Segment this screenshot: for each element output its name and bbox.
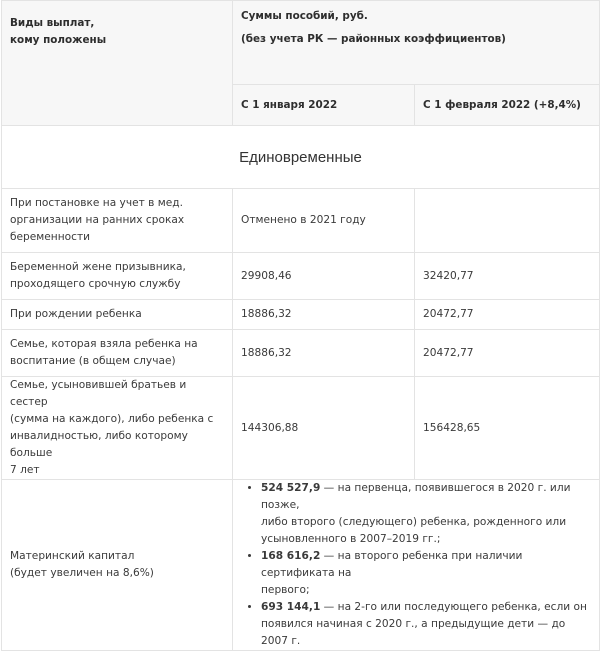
row-value-feb <box>415 189 600 253</box>
row-name-line: Беременной жене призывника, <box>10 261 186 273</box>
row-name-line: 7 лет <box>10 464 40 476</box>
list-item <box>261 599 591 650</box>
header-payment-type-line-2: кому положены <box>10 34 107 46</box>
header-row <box>2 1 600 85</box>
capital-desc: усыновленного в 2007–2019 гг.; <box>261 533 441 545</box>
capital-list <box>245 480 591 650</box>
capital-desc: первого; <box>261 584 310 596</box>
header-date-feb: С 1 февраля 2022 (+8,4%) <box>415 85 600 126</box>
header-payment-type-line-1: Виды выплат, <box>10 17 95 29</box>
row-value-jan: 144306,88 <box>233 377 415 480</box>
row-name <box>2 330 233 377</box>
row-value-jan: 29908,46 <box>233 253 415 300</box>
capital-name-line: Материнский капитал <box>10 550 135 562</box>
table-row <box>2 189 600 253</box>
capital-name-line: (будет увеличен на 8,6%) <box>10 567 154 579</box>
row-value-jan: 18886,32 <box>233 330 415 377</box>
row-value-jan: 18886,32 <box>233 300 415 330</box>
capital-desc: либо второго (следующего) ребенка, рожденного или <box>261 516 567 528</box>
row-name <box>2 253 233 300</box>
row-value-jan: Отменено в 2021 году <box>233 189 415 253</box>
row-name-line: инвалидностью, либо которому больше <box>10 430 188 459</box>
table-row <box>2 253 600 300</box>
capital-amount: 168 616,2 <box>261 550 321 562</box>
list-item <box>261 480 591 548</box>
row-name-line: воспитание (в общем случае) <box>10 355 176 367</box>
row-name-line: проходящего срочную службу <box>10 278 181 290</box>
list-item <box>261 548 591 599</box>
row-name-line: организации на ранних сроках <box>10 214 185 226</box>
table-row <box>2 377 600 480</box>
section-row <box>2 126 600 189</box>
row-value-feb: 20472,77 <box>415 330 600 377</box>
section-title: Единовременные <box>2 126 600 189</box>
header-date-jan: С 1 января 2022 <box>233 85 415 126</box>
benefits-table <box>1 0 600 651</box>
header-payment-type <box>2 1 233 126</box>
header-sums-line-1: Суммы пособий, руб. <box>241 10 368 22</box>
capital-desc: — на первенца, появившегося в 2020 г. или позже, <box>261 482 571 511</box>
row-name-line: При постановке на учет в мед. <box>10 197 183 209</box>
capital-desc: — на второго ребенка при наличии сертификата на <box>261 550 523 579</box>
header-sums <box>233 1 600 85</box>
row-name-line: Семье, усыновившей братьев и сестер <box>10 379 187 408</box>
capital-desc: — на 2-го или последующего ребенка, если он <box>320 601 587 613</box>
row-name <box>2 377 233 480</box>
row-name <box>2 300 233 330</box>
capital-name <box>2 480 233 651</box>
row-name <box>2 189 233 253</box>
row-value-feb: 156428,65 <box>415 377 600 480</box>
row-value-feb: 32420,77 <box>415 253 600 300</box>
capital-row <box>2 480 600 651</box>
row-name-line: При рождении ребенка <box>10 308 142 320</box>
capital-amount: 693 144,1 <box>261 601 321 613</box>
table-row <box>2 300 600 330</box>
capital-amounts <box>233 480 600 651</box>
capital-desc: появился начиная с 2020 г., а предыдущие дети — до 2007 г. <box>261 618 566 647</box>
capital-amount: 524 527,9 <box>261 482 321 494</box>
row-name-line: беременности <box>10 231 91 243</box>
row-name-line: (сумма на каждого), либо ребенка с <box>10 413 214 425</box>
header-sums-line-2: (без учета РК — районных коэффициентов) <box>241 33 506 45</box>
row-value-feb: 20472,77 <box>415 300 600 330</box>
table-row <box>2 330 600 377</box>
row-name-line: Семье, которая взяла ребенка на <box>10 338 198 350</box>
